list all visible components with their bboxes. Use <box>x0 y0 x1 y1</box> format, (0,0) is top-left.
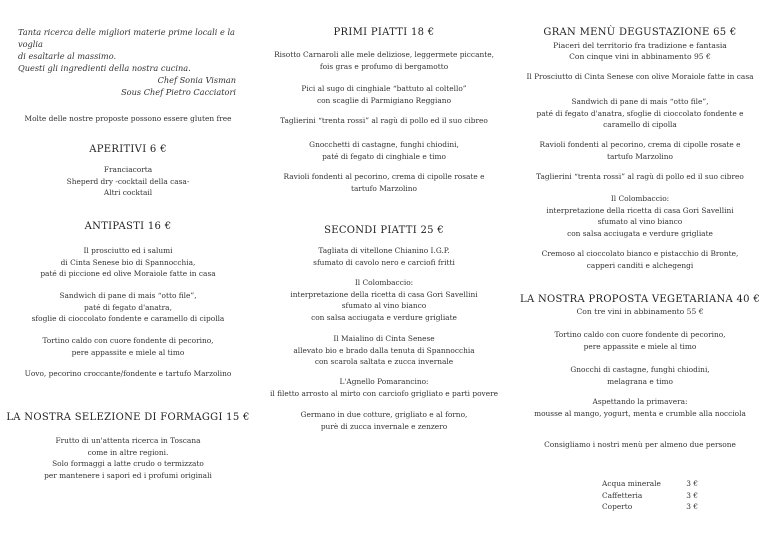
item-line: capperi canditi e alchegengi <box>586 260 694 270</box>
intro-line: di esaltarle al massimo. <box>18 51 117 61</box>
secondi-item <box>256 409 512 432</box>
secondi-item <box>256 277 512 323</box>
extras-name: Acqua minerale <box>602 479 661 488</box>
item-line: Aspettando la primavera: <box>592 397 688 406</box>
item-line: allevato bio e brado dalla tenuta di Spannocchia <box>293 345 475 355</box>
item-line: L'Agnello Pomarancino: <box>339 377 429 386</box>
intro-line: Tanta ricerca delle migliori materie prime locali e la voglia <box>18 27 235 49</box>
item-line: Il Colombaccio: <box>610 194 670 203</box>
item-line: Il Prosciutto di Cinta Senese con olive Moraiole fatte in casa <box>526 72 754 81</box>
item-line: Cremoso al cioccolato bianco e pistacchio di Bronte, <box>541 249 739 258</box>
item-line: paté di fegato di cinghiale e timo <box>322 151 446 161</box>
formaggi-description <box>0 435 256 481</box>
item-line: sfoglie di cioccolato fondente e caramello di cipolla <box>31 314 225 323</box>
extras-row <box>602 490 702 502</box>
extras-name: Coperto <box>602 502 633 511</box>
item-line: pere appassite e miele al timo <box>583 341 697 351</box>
vegetariana-item <box>512 329 768 352</box>
gluten-free-note: Molte delle nostre proposte possono essere gluten free <box>24 114 232 123</box>
item-line: paté di fegato d'anatra, sfoglie di cioccolato fondente e <box>536 108 744 118</box>
sous-chef-name: Sous Chef Pietro Cacciatori <box>121 87 236 97</box>
item-line: per mantenere i sapori ed i profumi originali <box>44 470 212 480</box>
item-line: Risotto Carnaroli alle mele deliziose, leggermete piccante, <box>274 50 494 59</box>
list-item: Franciacorta <box>103 165 153 174</box>
item-line: Tortino caldo con cuore fondente di pecorino, <box>42 336 214 345</box>
antipasti-item <box>0 245 256 280</box>
item-line: Germano in due cotture, grigliato e al forno, <box>300 410 468 419</box>
extras-row <box>602 478 702 490</box>
extras-name: Caffetteria <box>602 490 643 500</box>
primi-item <box>256 83 512 106</box>
item-line: Il Colombaccio: <box>354 278 414 287</box>
antipasti-item <box>0 368 256 380</box>
formaggi-title: LA NOSTRA SELEZIONE DI FORMAGGI 15 € <box>6 412 250 423</box>
degustazione-title: GRAN MENÙ DEGUSTAZIONE 65 € <box>543 27 737 38</box>
item-line: Uovo, pecorino croccante/fondente e tartufo Marzolino <box>24 369 232 378</box>
menu-column-right <box>512 0 768 543</box>
vegetariana-wine-pairing: Con tre vini in abbinamento 55 € <box>576 307 704 316</box>
degustazione-item <box>512 171 768 183</box>
item-line: purè di zucca invernale e zenzero <box>320 421 448 431</box>
extras-price: 3 € <box>686 502 698 511</box>
chef-name: Chef Sonia Visman <box>157 75 236 85</box>
intro-text <box>18 26 236 98</box>
vegetariana-item <box>512 364 768 387</box>
item-line: sfumato al vino bianco <box>597 217 683 226</box>
item-line: Taglierini “trenta rossi” al ragù di pollo ed il suo cibreo <box>280 116 488 125</box>
item-line: come in altre regioni. <box>87 447 169 457</box>
item-line: tartufo Marzolino <box>607 151 673 161</box>
item-line: paté di piccione ed olive Moraiole fatte in casa <box>40 269 216 278</box>
aperitivi-title: APERITIVI 6 € <box>89 144 167 155</box>
aperitivi-list <box>0 164 256 199</box>
item-line: interpretazione della ricetta di casa Gori Savellini <box>546 205 734 215</box>
item-line: Gnocchetti di castagne, funghi chiodini, <box>309 140 459 149</box>
item-line: Taglierini “trenta rossi” al ragù di pollo ed il suo cibreo <box>536 172 744 181</box>
secondi-title: SECONDI PIATTI 25 € <box>324 225 444 236</box>
item-line: sfumato di cavolo nero e carciofi fritti <box>313 257 455 267</box>
secondi-item <box>256 245 512 268</box>
degustazione-item <box>512 71 768 83</box>
item-line: Solo formaggi a latte crudo o termizzato <box>52 459 204 468</box>
item-line: interpretazione della ricetta di casa Gori Savellini <box>290 289 478 299</box>
item-line: Pici al sugo di cinghiale “battuto al coltello” <box>301 84 467 93</box>
item-line: pere appassite e miele al timo <box>71 347 185 357</box>
item-line: con scaglie di Parmigiano Reggiano <box>316 95 452 105</box>
vegetariana-item <box>512 396 768 419</box>
item-line: Il Maialino di Cinta Senese <box>333 334 435 343</box>
primi-item <box>256 49 512 72</box>
item-line: tartufo Marzolino <box>351 183 417 193</box>
extras-price: 3 € <box>686 490 698 500</box>
primi-item <box>256 115 512 127</box>
primi-item <box>256 171 512 194</box>
extras-list <box>602 478 702 513</box>
degustazione-subtitle: Piaceri del territorio fra tradizione e fantasia <box>553 41 727 50</box>
item-line: con salsa acciugata e verdure grigliate <box>311 312 457 322</box>
extras-price: 3 € <box>686 479 698 488</box>
item-line: con scarola saltata e zucca invernale <box>314 357 454 366</box>
antipasti-title: ANTIPASTI 16 € <box>84 221 172 232</box>
intro-line: Questi gli ingredienti della nostra cucina. <box>18 63 191 73</box>
menu-column-left <box>0 0 256 543</box>
antipasti-item <box>0 335 256 358</box>
degustazione-item <box>512 139 768 162</box>
item-line: di Cinta Senese bio di Spannocchia, <box>60 257 196 267</box>
secondi-item <box>256 333 512 368</box>
extras-row <box>602 501 702 513</box>
vegetariana-title: LA NOSTRA PROPOSTA VEGETARIANA 40 € <box>520 294 760 305</box>
item-line: Frutto di un'attenta ricerca in Toscana <box>55 436 201 445</box>
item-line: Gnocchi di castagne, funghi chiodini, <box>570 365 710 374</box>
item-line: melagrana e timo <box>607 376 673 386</box>
menu-column-middle <box>256 0 512 543</box>
list-item: Sheperd dry -cocktail della casa- <box>66 176 190 186</box>
degustazione-item <box>512 248 768 271</box>
antipasti-item <box>0 290 256 325</box>
item-line: Sandwich di pane di mais “otto file”, <box>571 97 709 106</box>
item-line: mousse al mango, yogurt, menta e crumble alla nocciola <box>534 408 746 418</box>
item-line: con salsa acciugata e verdure grigliate <box>567 228 713 238</box>
item-line: Tortino caldo con cuore fondente di pecorino, <box>554 330 726 339</box>
list-item: Altri cocktail <box>103 188 153 197</box>
item-line: Ravioli fondenti al pecorino, crema di cipolle rosate e <box>283 172 485 181</box>
item-line: caramello di cipolla <box>603 120 677 129</box>
primi-title: PRIMI PIATTI 18 € <box>333 27 435 38</box>
primi-item <box>256 139 512 162</box>
degustazione-item <box>512 193 768 239</box>
menu-note: Consigliamo i nostri menù per almeno due persone <box>544 440 736 449</box>
item-line: il filetto arrosto al mirto con carciofo grigliato e parti povere <box>270 388 498 398</box>
item-line: Sandwich di pane di mais “otto file”, <box>59 291 197 300</box>
secondi-item <box>256 376 512 399</box>
degustazione-wine-pairing: Con cinque vini in abbinamento 95 € <box>569 52 711 61</box>
item-line: Il prosciutto ed i salumi <box>83 246 173 255</box>
item-line: sfumato al vino bianco <box>341 301 427 310</box>
item-line: Tagliata di vitellone Chianino I.G.P. <box>318 246 450 255</box>
item-line: Ravioli fondenti al pecorino, crema di cipolle rosate e <box>539 140 741 149</box>
item-line: fois gras e profumo di bergamotto <box>319 61 449 71</box>
item-line: paté di fegato d'anatra, <box>84 302 172 312</box>
degustazione-item <box>512 96 768 131</box>
